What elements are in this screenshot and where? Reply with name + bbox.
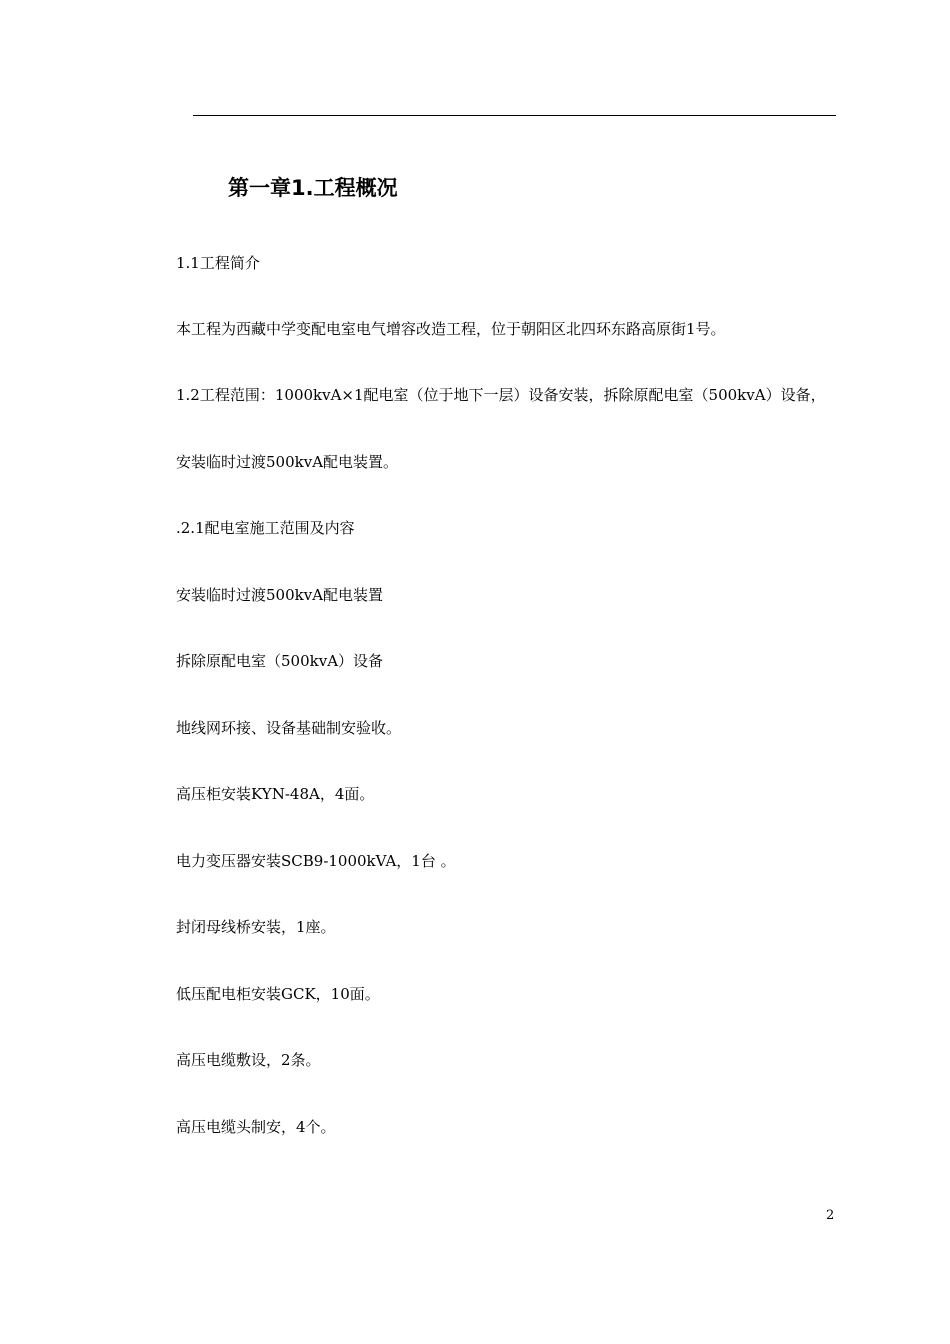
list-item: 高压电缆头制安，4个。 bbox=[176, 1118, 336, 1136]
header-rule bbox=[193, 115, 836, 116]
page-number: 2 bbox=[826, 1208, 835, 1223]
list-item: 封闭母线桥安装，1座。 bbox=[176, 918, 336, 936]
section-heading-2-1: .2.1配电室施工范围及内容 bbox=[176, 519, 355, 537]
list-item: 高压电缆敷设，2条。 bbox=[176, 1051, 321, 1069]
list-item: 高压柜安装KYN-48A，4面。 bbox=[176, 785, 375, 803]
list-item: 地线网环接、设备基础制安验收。 bbox=[176, 719, 402, 737]
section-heading-1-2: 1.2工程范围：1000kvA×1配电室（位于地下一层）设备安装，拆除原配电室（500kvA）设备， bbox=[176, 386, 826, 404]
list-item: 安装临时过渡500kvA配电装置 bbox=[176, 586, 384, 604]
section-heading-1-1: 1.1工程简介 bbox=[176, 254, 260, 272]
list-item: 拆除原配电室（500kvA）设备 bbox=[176, 652, 384, 670]
chapter-title: 第一章1.工程概况 bbox=[228, 176, 398, 200]
paragraph-intro: 本工程为西藏中学变配电室电气增容改造工程，位于朝阳区北四环东路高原街1号。 bbox=[176, 320, 726, 338]
paragraph-scope-continued: 安装临时过渡500kvA配电装置。 bbox=[176, 453, 399, 471]
list-item: 低压配电柜安装GCK，10面。 bbox=[176, 985, 380, 1003]
list-item: 电力变压器安装SCB9-1000kVA，1台 。 bbox=[176, 852, 456, 870]
